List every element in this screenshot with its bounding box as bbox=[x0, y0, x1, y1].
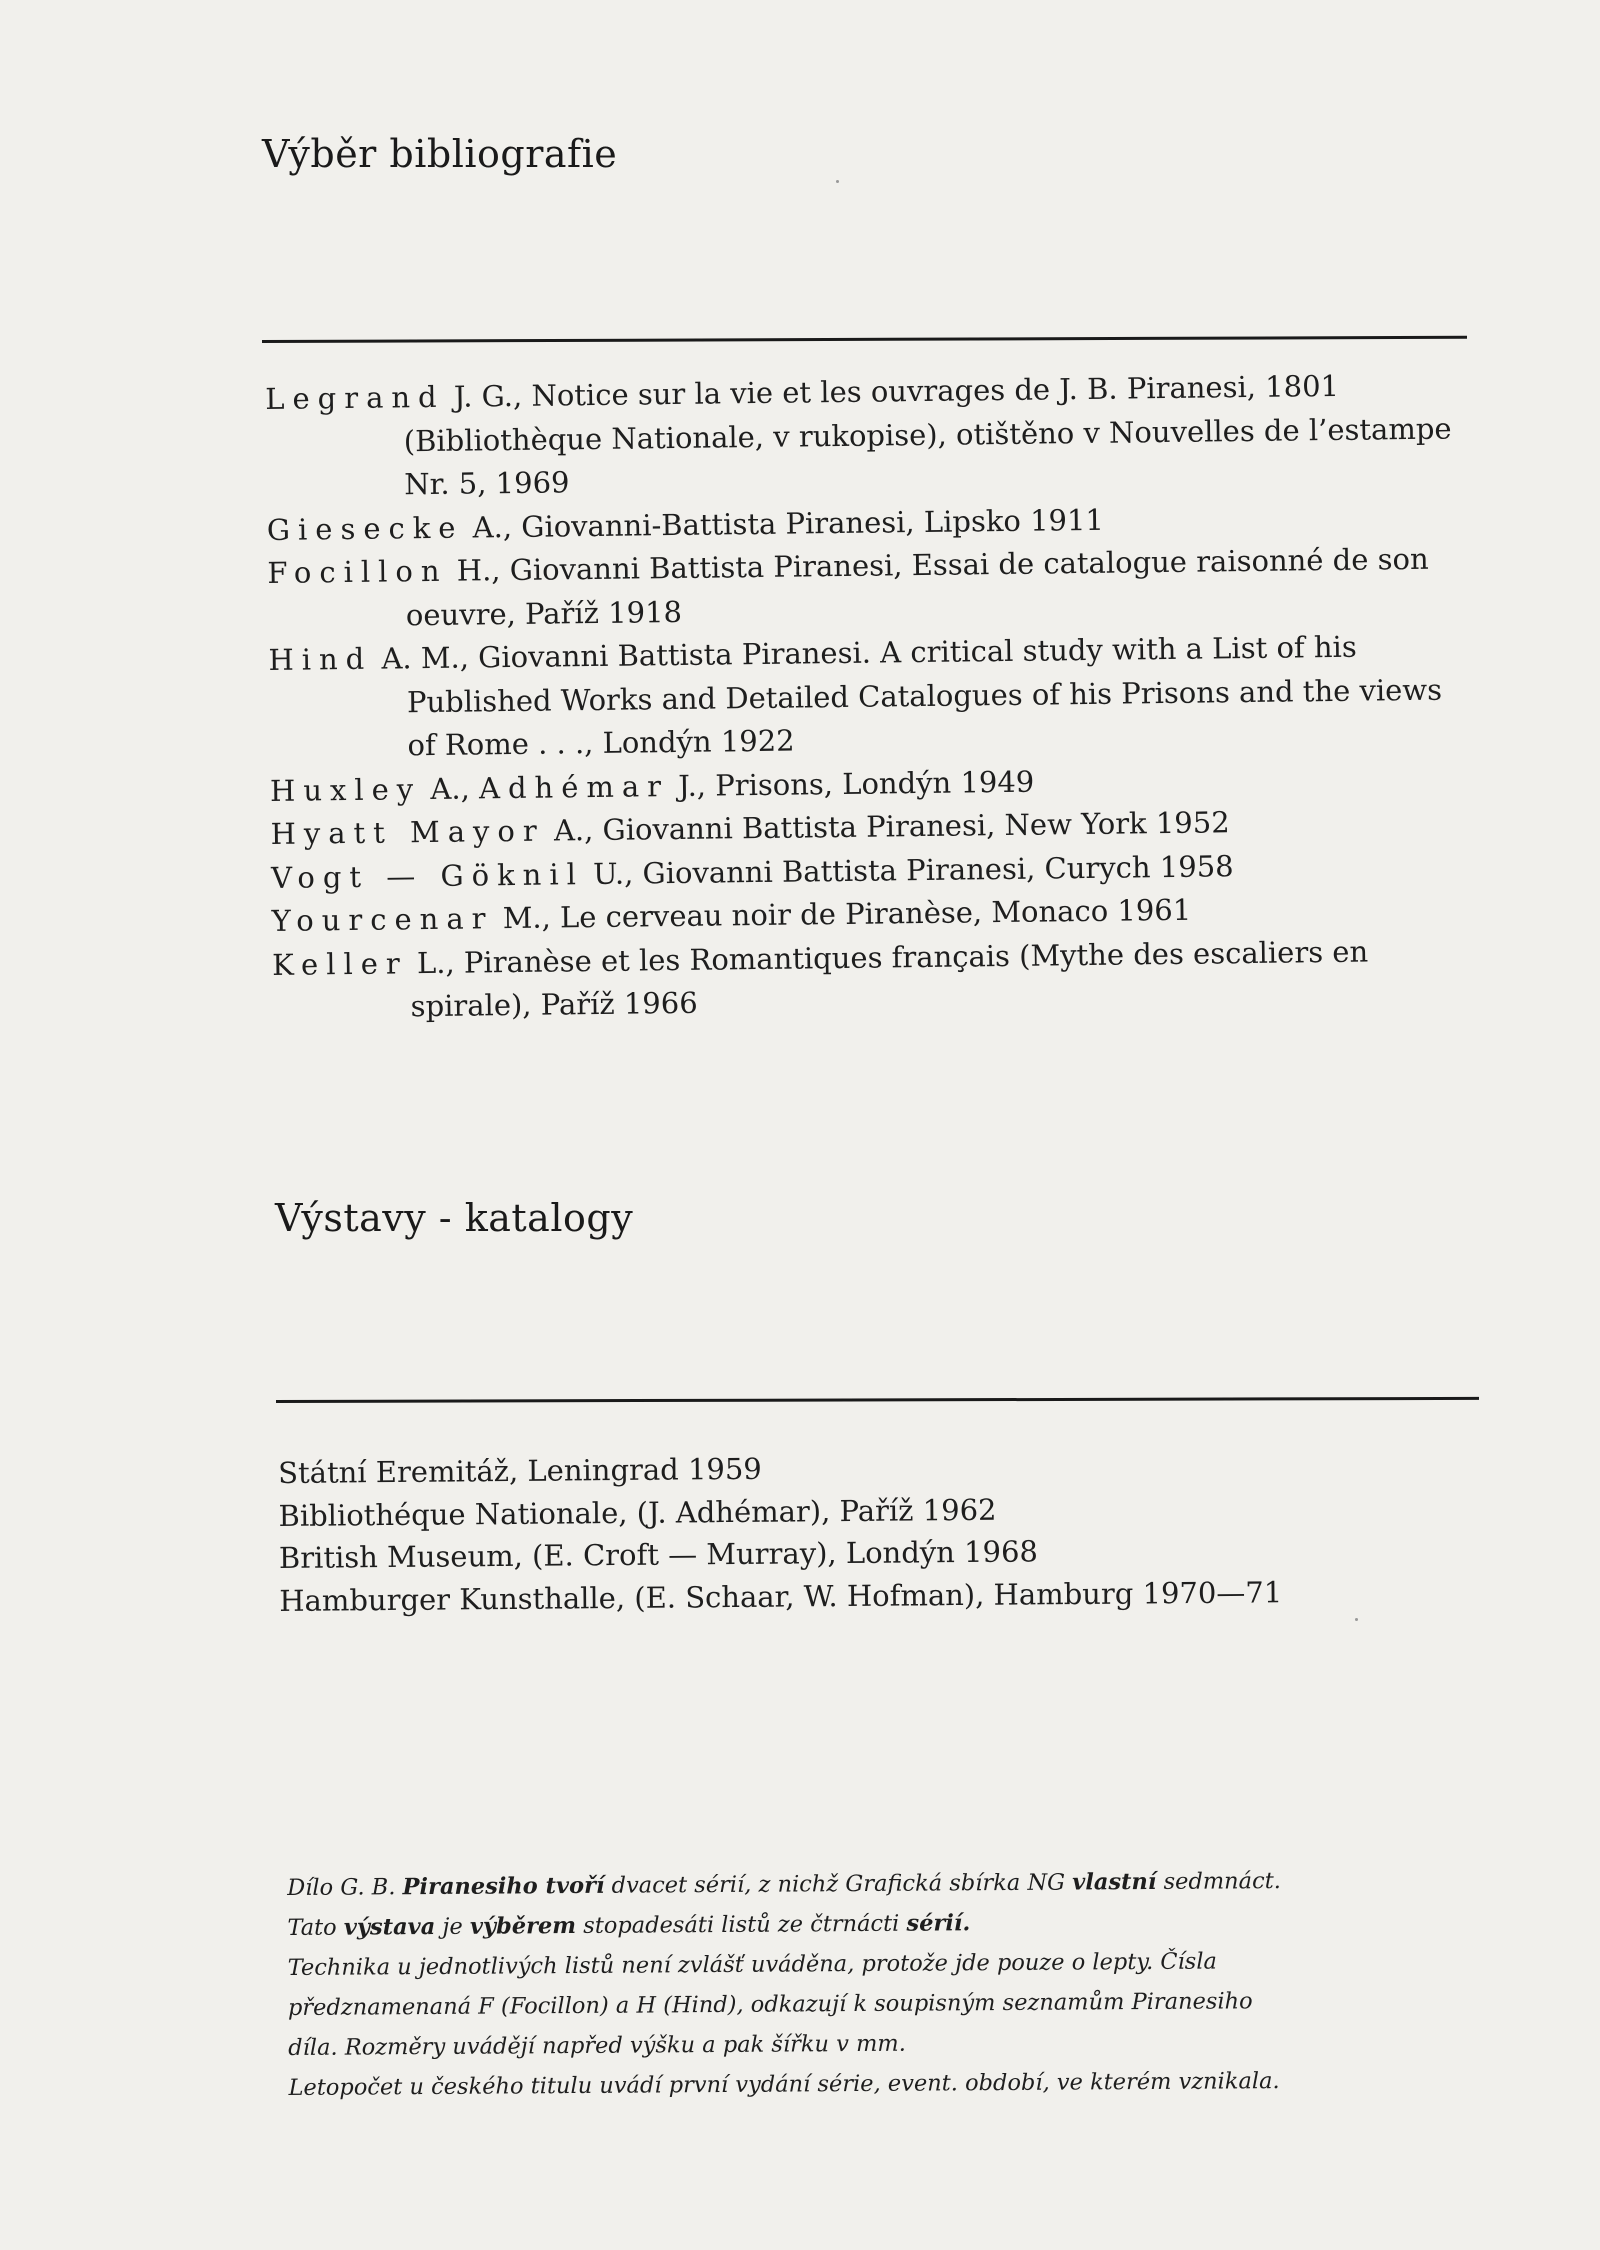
exhibition-entry: Bibliothéque Nationale, (J. Adhémar), Paříž 1962 bbox=[278, 1492, 997, 1533]
entry-author: Adhémar bbox=[478, 768, 670, 805]
note-text: Tato bbox=[287, 1914, 344, 1941]
entry-author: Huxley bbox=[269, 771, 422, 808]
entry-author: Hyatt Mayor bbox=[270, 813, 545, 851]
note-line: díla. Rozměry uvádějí napřed výšku a pak šířku v mm. bbox=[288, 2030, 906, 2061]
bibliography-entry bbox=[272, 929, 1483, 1031]
note-bold-text: vlastní bbox=[1072, 1868, 1157, 1896]
editorial-notes bbox=[287, 1860, 1499, 2108]
note-bold-text: Piranesiho tvoří bbox=[402, 1872, 605, 1901]
entry-text: A., bbox=[420, 770, 480, 806]
entry-text: M., Le cerveau noir de Piranèse, Monaco 1961 bbox=[493, 892, 1192, 936]
entry-text: U., Giovanni Battista Piranesi, Curych 1958 bbox=[583, 848, 1234, 891]
exhibition-entry: British Museum, (E. Croft — Murray), Londýn 1968 bbox=[278, 1534, 1039, 1575]
entry-author: Keller bbox=[271, 945, 408, 982]
entry-text: L., Piranèse et les Romantiques français (Mythe des escaliers en spirale), Paříž 1966 bbox=[407, 934, 1369, 1024]
entry-author: Yourcenar bbox=[271, 901, 494, 938]
note-bold-text: výstava bbox=[343, 1913, 436, 1941]
note-bold-text: sérií. bbox=[906, 1910, 971, 1937]
exhibition-entry: Hamburger Kunsthalle, (E. Schaar, W. Hofman), Hamburg 1970—71 bbox=[279, 1574, 1283, 1618]
bibliography-list bbox=[265, 363, 1483, 1030]
paper-speck bbox=[836, 180, 839, 183]
bibliography-heading: Výběr bibliografie bbox=[262, 132, 618, 176]
note-bold-text: výběrem bbox=[469, 1912, 577, 1940]
entry-text: H., Giovanni Battista Piranesi, Essai de catalogue raisonné de son oeuvre, Paříž 1918 bbox=[405, 541, 1429, 632]
note-line: Technika u jednotlivých listů není zvlášť uváděna, protože jde pouze o lepty. Čísla bbox=[287, 1948, 1218, 1981]
note-line: Letopočet u českého titulu uvádí první vydání série, event. období, ve kterém vznikala. bbox=[288, 2068, 1280, 2101]
note-text: je bbox=[435, 1913, 470, 1940]
note-text: stopadesáti listů ze čtrnácti bbox=[575, 1910, 907, 1939]
exhibitions-heading: Výstavy - katalogy bbox=[275, 1196, 634, 1240]
note-text: Dílo G. B. bbox=[287, 1874, 403, 1901]
bibliography-entry bbox=[268, 624, 1480, 769]
note-line: předznamenaná F (Focillon) a H (Hind), odkazují k soupisným seznamům Piranesiho bbox=[287, 1988, 1253, 2021]
entry-author: Focillon bbox=[267, 553, 448, 590]
entry-author: Giesecke bbox=[266, 510, 464, 547]
exhibitions-list bbox=[278, 1442, 1479, 1622]
exhibition-entry: Státní Eremitáž, Leningrad 1959 bbox=[278, 1451, 762, 1490]
section-divider bbox=[276, 1397, 1479, 1403]
entry-author: Legrand bbox=[265, 379, 445, 416]
entry-text: J. G., Notice sur la vie et les ouvrages de J. B. Piranesi, 1801 (Bibliothèque Nationale, v rukopise), otištěno v Nouvelles de l’estampe Nr. 5, 1969 bbox=[403, 368, 1452, 502]
entry-text: A., Giovanni Battista Piranesi, New York 1952 bbox=[544, 805, 1230, 848]
paper-speck bbox=[1355, 1618, 1358, 1621]
entry-text: A., Giovanni-Battista Piranesi, Lipsko 1911 bbox=[463, 502, 1105, 545]
entry-author: Vogt — Göknil bbox=[270, 856, 585, 895]
entry-text: A. M., Giovanni Battista Piranesi. A critical study with a List of his Published Works and Detailed Catalogues of his Prisons and the views of Rome . . ., Londýn 1922 bbox=[372, 629, 1443, 763]
note-text: sedmnáct. bbox=[1156, 1868, 1281, 1895]
entry-text: J., Prisons, Londýn 1949 bbox=[668, 764, 1035, 803]
section-divider bbox=[262, 336, 1467, 343]
bibliography-entry bbox=[265, 363, 1477, 508]
entry-author: Hind bbox=[268, 641, 373, 677]
bibliography-entry bbox=[267, 537, 1478, 639]
note-text: dvacet sérií, z nichž Grafická sbírka NG bbox=[604, 1869, 1073, 1899]
